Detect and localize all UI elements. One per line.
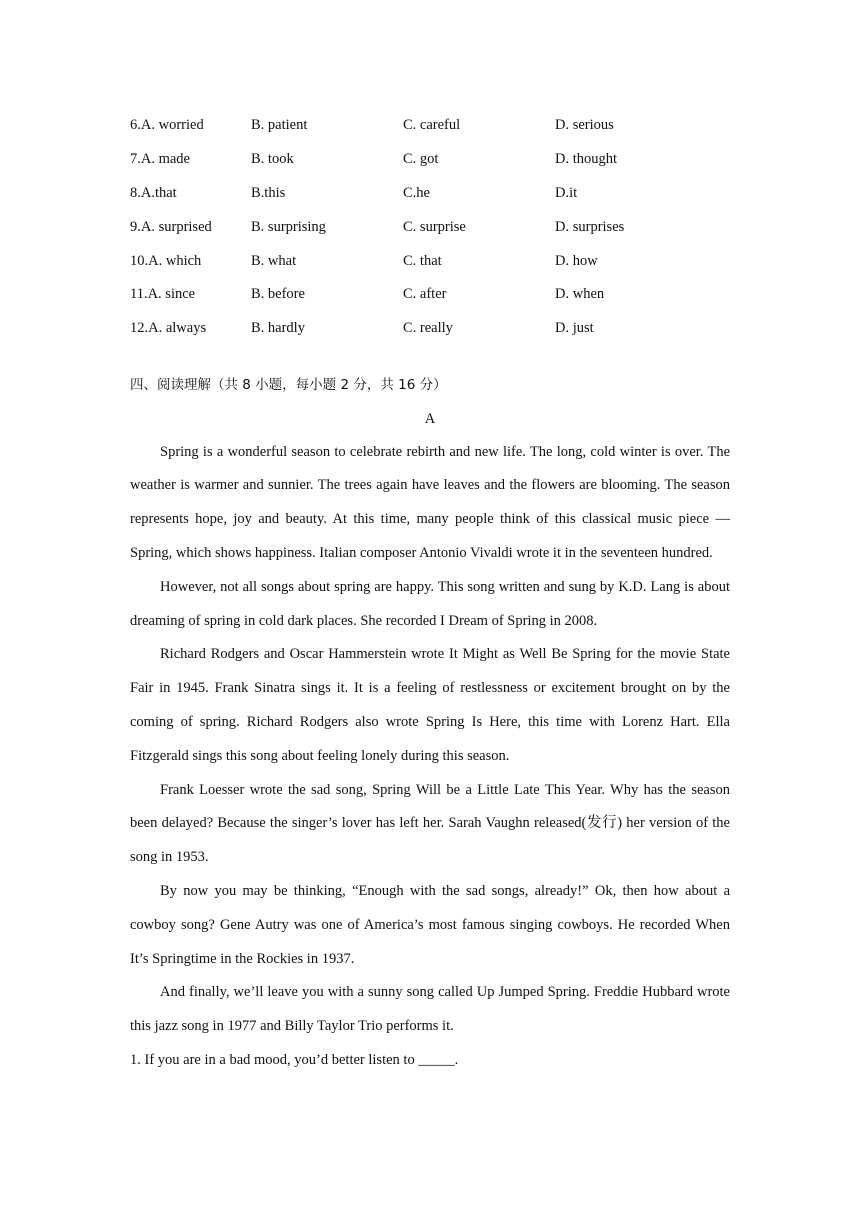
paragraph: And finally, we’ll leave you with a sunny song called Up Jumped Spring. Freddie Hubbard wrote this jazz song in 1977 and Billy Taylor Trio performs it.: [130, 984, 730, 1035]
option-d: D. just: [555, 320, 594, 337]
paragraph: Frank Loesser wrote the sad song, Spring Will be a Little Late This Year. Why has the season been delayed? Because the singer’s lover has left her. Sarah Vaughn released(发行) her version of the song in 1953.: [130, 781, 730, 866]
choice-row: [130, 278, 770, 312]
choice-row: [130, 109, 770, 143]
option-b: B. took: [251, 151, 294, 168]
choice-row: [130, 312, 770, 346]
reading-passage: [130, 436, 730, 1044]
option-b: B. before: [251, 286, 305, 303]
option-a: 10.A. which: [130, 252, 202, 269]
option-b: B. hardly: [251, 320, 305, 337]
option-c: C. that: [403, 252, 442, 269]
choice-row: [130, 210, 770, 244]
option-b: B. what: [251, 252, 297, 269]
option-a: 12.A. always: [130, 320, 207, 337]
option-b: B. patient: [251, 117, 308, 134]
option-c: C.he: [403, 184, 430, 201]
option-d: D.it: [555, 184, 578, 201]
option-b: B.this: [251, 184, 286, 201]
section-heading: 四、阅读理解（共 8 小题，每小题 2 分，共 16 分）: [130, 376, 447, 393]
option-d: D. when: [555, 286, 605, 303]
option-b: B. surprising: [251, 218, 326, 235]
option-a: 9.A. surprised: [130, 218, 212, 235]
paragraph: Spring is a wonderful season to celebrate rebirth and new life. The long, cold winter is over. The weather is warmer and sunnier. The trees again have leaves and the flowers are blooming. The season represents hope, joy and beauty. At this time, many people think of this classical music piece — Spring, which shows happiness. Italian composer Antonio Vivaldi wrote it in the seventeen hundred.: [130, 443, 730, 561]
option-c: C. after: [403, 286, 447, 303]
choice-table: [130, 109, 770, 346]
option-d: D. serious: [555, 117, 614, 134]
option-d: D. how: [555, 252, 598, 269]
option-a: 11.A. since: [130, 286, 196, 303]
option-a: 7.A. made: [130, 151, 190, 168]
choice-row: [130, 177, 770, 211]
choice-row: [130, 143, 770, 177]
choice-row: [130, 244, 770, 278]
option-c: C. really: [403, 320, 453, 337]
paragraph: By now you may be thinking, “Enough with the sad songs, already!” Ok, then how about a cowboy song? Gene Autry was one of America’s most famous singing cowboys. He recorded When It’s Springtime in the Rockies in 1937.: [130, 882, 730, 967]
paragraph: However, not all songs about spring are happy. This song written and sung by K.D. Lang is about dreaming of spring in cold dark places. She recorded I Dream of Spring in 2008.: [130, 578, 730, 629]
option-c: C. got: [403, 151, 439, 168]
passage-label: A: [424, 410, 436, 427]
question-text: 1. If you are in a bad mood, you’d better listen to _____.: [130, 1051, 459, 1068]
option-c: C. surprise: [403, 218, 466, 235]
option-c: C. careful: [403, 117, 461, 134]
paragraph: Richard Rodgers and Oscar Hammerstein wrote It Might as Well Be Spring for the movie State Fair in 1945. Frank Sinatra sings it. It is a feeling of restlessness or excitement brought on by the coming of spring. Richard Rodgers also wrote Spring Is Here, this time with Lorenz Hart. Ella Fitzgerald sings this song about feeling lonely during this season.: [130, 646, 730, 764]
option-a: 6.A. worried: [130, 117, 204, 134]
option-d: D. thought: [555, 151, 618, 168]
option-d: D. surprises: [555, 218, 625, 235]
option-a: 8.A.that: [130, 184, 177, 201]
